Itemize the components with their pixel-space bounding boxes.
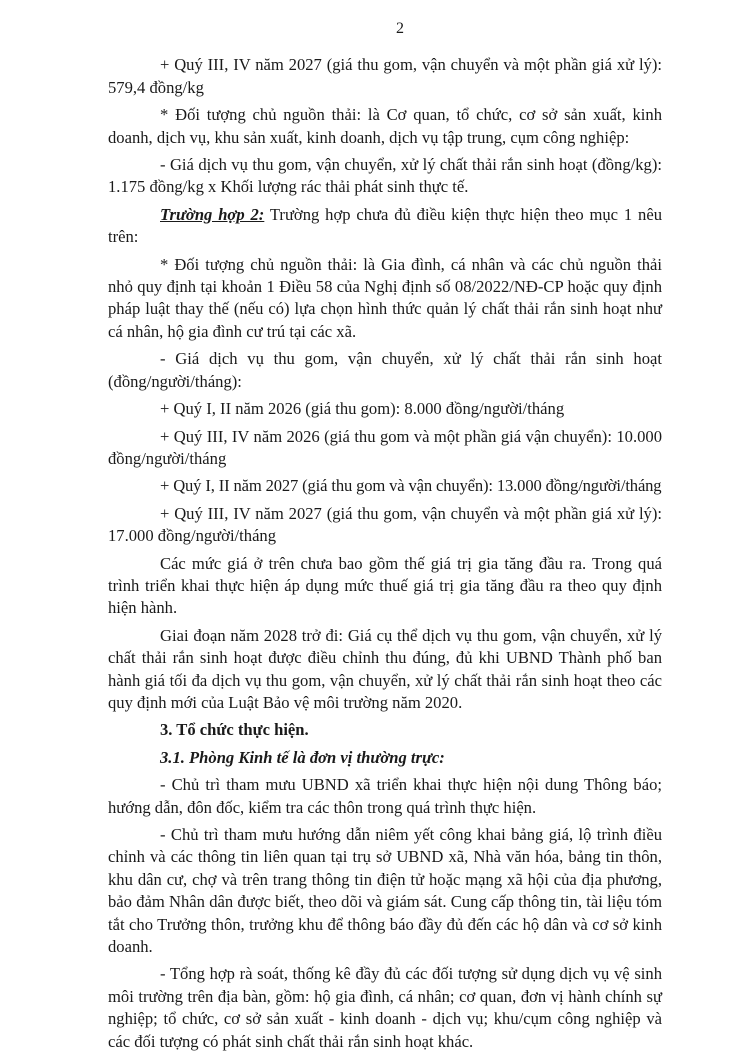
paragraph-statistics: - Tổng hợp rà soát, thống kê đầy đủ các đối tượng sử dụng dịch vụ vệ sinh môi trường trên địa bàn, gồm: hộ gia đình, cá nhân; cơ quan, đơn vị hành chính sự nghiệp; tổ chức, cơ sở sản xuất - kinh doanh - dịch vụ; khu/cụm công nghiệp và các đối tượng có phát sinh chất thải rắn sinh hoạt khác. (108, 964, 662, 1051)
paragraph-q34-2027-person: + Quý III, IV năm 2027 (giá thu gom, vận chuyển và một phần giá xử lý): 17.000 đồng/người/tháng (108, 503, 662, 546)
case-2-text: Trường hợp chưa đủ điều kiện thực hiện theo mục 1 nêu trên: (108, 204, 662, 247)
section-3-title: 3. Tổ chức thực hiện. (160, 720, 309, 740)
section-3-1-title: 3.1. Phòng Kinh tế là đơn vị thường trực: (160, 747, 445, 767)
paragraph-household-subjects: * Đối tượng chủ nguồn thải: là Gia đình, cá nhân và các chủ nguồn thải nhỏ quy định tại khoản 1 Điều 58 của Nghị định số 08/2022/NĐ-CP hoặc quy định pháp luật thay thế (nếu có) lựa chọn hình thức quản lý chất thải rắn sinh hoạt như cá nhân, hộ gia đình cư trú tại các xã. (108, 254, 662, 341)
paragraph-q34-2027-kg: + Quý III, IV năm 2027 (giá thu gom, vận chuyển và một phần giá xử lý): 579,4 đồng/kg (108, 55, 662, 97)
paragraph-lead-advise: - Chủ trì tham mưu UBND xã triển khai thực hiện nội dung Thông báo; hướng dẫn, đôn đốc, kiểm tra các thôn trong quá trình thực hiện. (108, 775, 662, 817)
paragraph-2028-onward: Giai đoạn năm 2028 trở đi: Giá cụ thể dịch vụ thu gom, vận chuyển, xử lý chất thải rắn sinh hoạt được điều chỉnh thu đúng, đủ khi UBND Thành phố ban hành giá tối đa dịch vụ thu gom, vận chuyển, xử lý chất thải rắn sinh hoạt theo các quy định mới của Luật Bảo vệ môi trường năm 2020. (108, 625, 662, 712)
paragraph-price-per-person: - Giá dịch vụ thu gom, vận chuyển, xử lý chất thải rắn sinh hoạt (đồng/người/tháng): (108, 349, 662, 391)
paragraph-price-per-kg: - Giá dịch vụ thu gom, vận chuyển, xử lý chất thải rắn sinh hoạt (đồng/kg): 1.175 đồng/kg x Khối lượng rác thải phát sinh thực tế. (108, 155, 662, 197)
paragraph-q34-2026: + Quý III, IV năm 2026 (giá thu gom và một phần giá vận chuyển): 10.000 đồng/người/tháng (108, 426, 662, 468)
paragraph-public-posting: - Chủ trì tham mưu hướng dẫn niêm yết công khai bảng giá, lộ trình điều chỉnh và các thông tin liên quan tại trụ sở UBND xã, Nhà văn hóa, bảng tin thôn, khu dân cư, chợ và trên trang thông tin điện tử hoặc mạng xã hội của địa phương, bảo đảm Nhân dân được biết, theo dõi và giám sát. Cung cấp thông tin, tài liệu tóm tắt cho Trưởng thôn, trưởng khu để thông báo đầy đủ đến các hộ dân và cơ sở kinh doanh. (108, 825, 662, 957)
paragraph-q12-2027: + Quý I, II năm 2027 (giá thu gom và vận chuyển): 13.000 đồng/người/tháng (160, 476, 662, 496)
paragraph-q12-2026: + Quý I, II năm 2026 (giá thu gom): 8.000 đồng/người/tháng (160, 399, 565, 419)
paragraph-vat-note: Các mức giá ở trên chưa bao gồm thế giá trị gia tăng đầu ra. Trong quá trình triển khai thực hiện áp dụng mức thuế giá trị gia tăng đầu ra theo quy định hiện hành. (108, 553, 662, 618)
paragraph-case-2 (108, 204, 662, 249)
case-2-label: Trường hợp 2: (160, 204, 265, 224)
page-number: 2 (396, 20, 404, 37)
paragraph-org-subjects: * Đối tượng chủ nguồn thải: là Cơ quan, tổ chức, cơ sở sản xuất, kinh doanh, dịch vụ, khu sản xuất, kinh doanh, dịch vụ tập trung, cụm công nghiệp: (108, 105, 662, 147)
